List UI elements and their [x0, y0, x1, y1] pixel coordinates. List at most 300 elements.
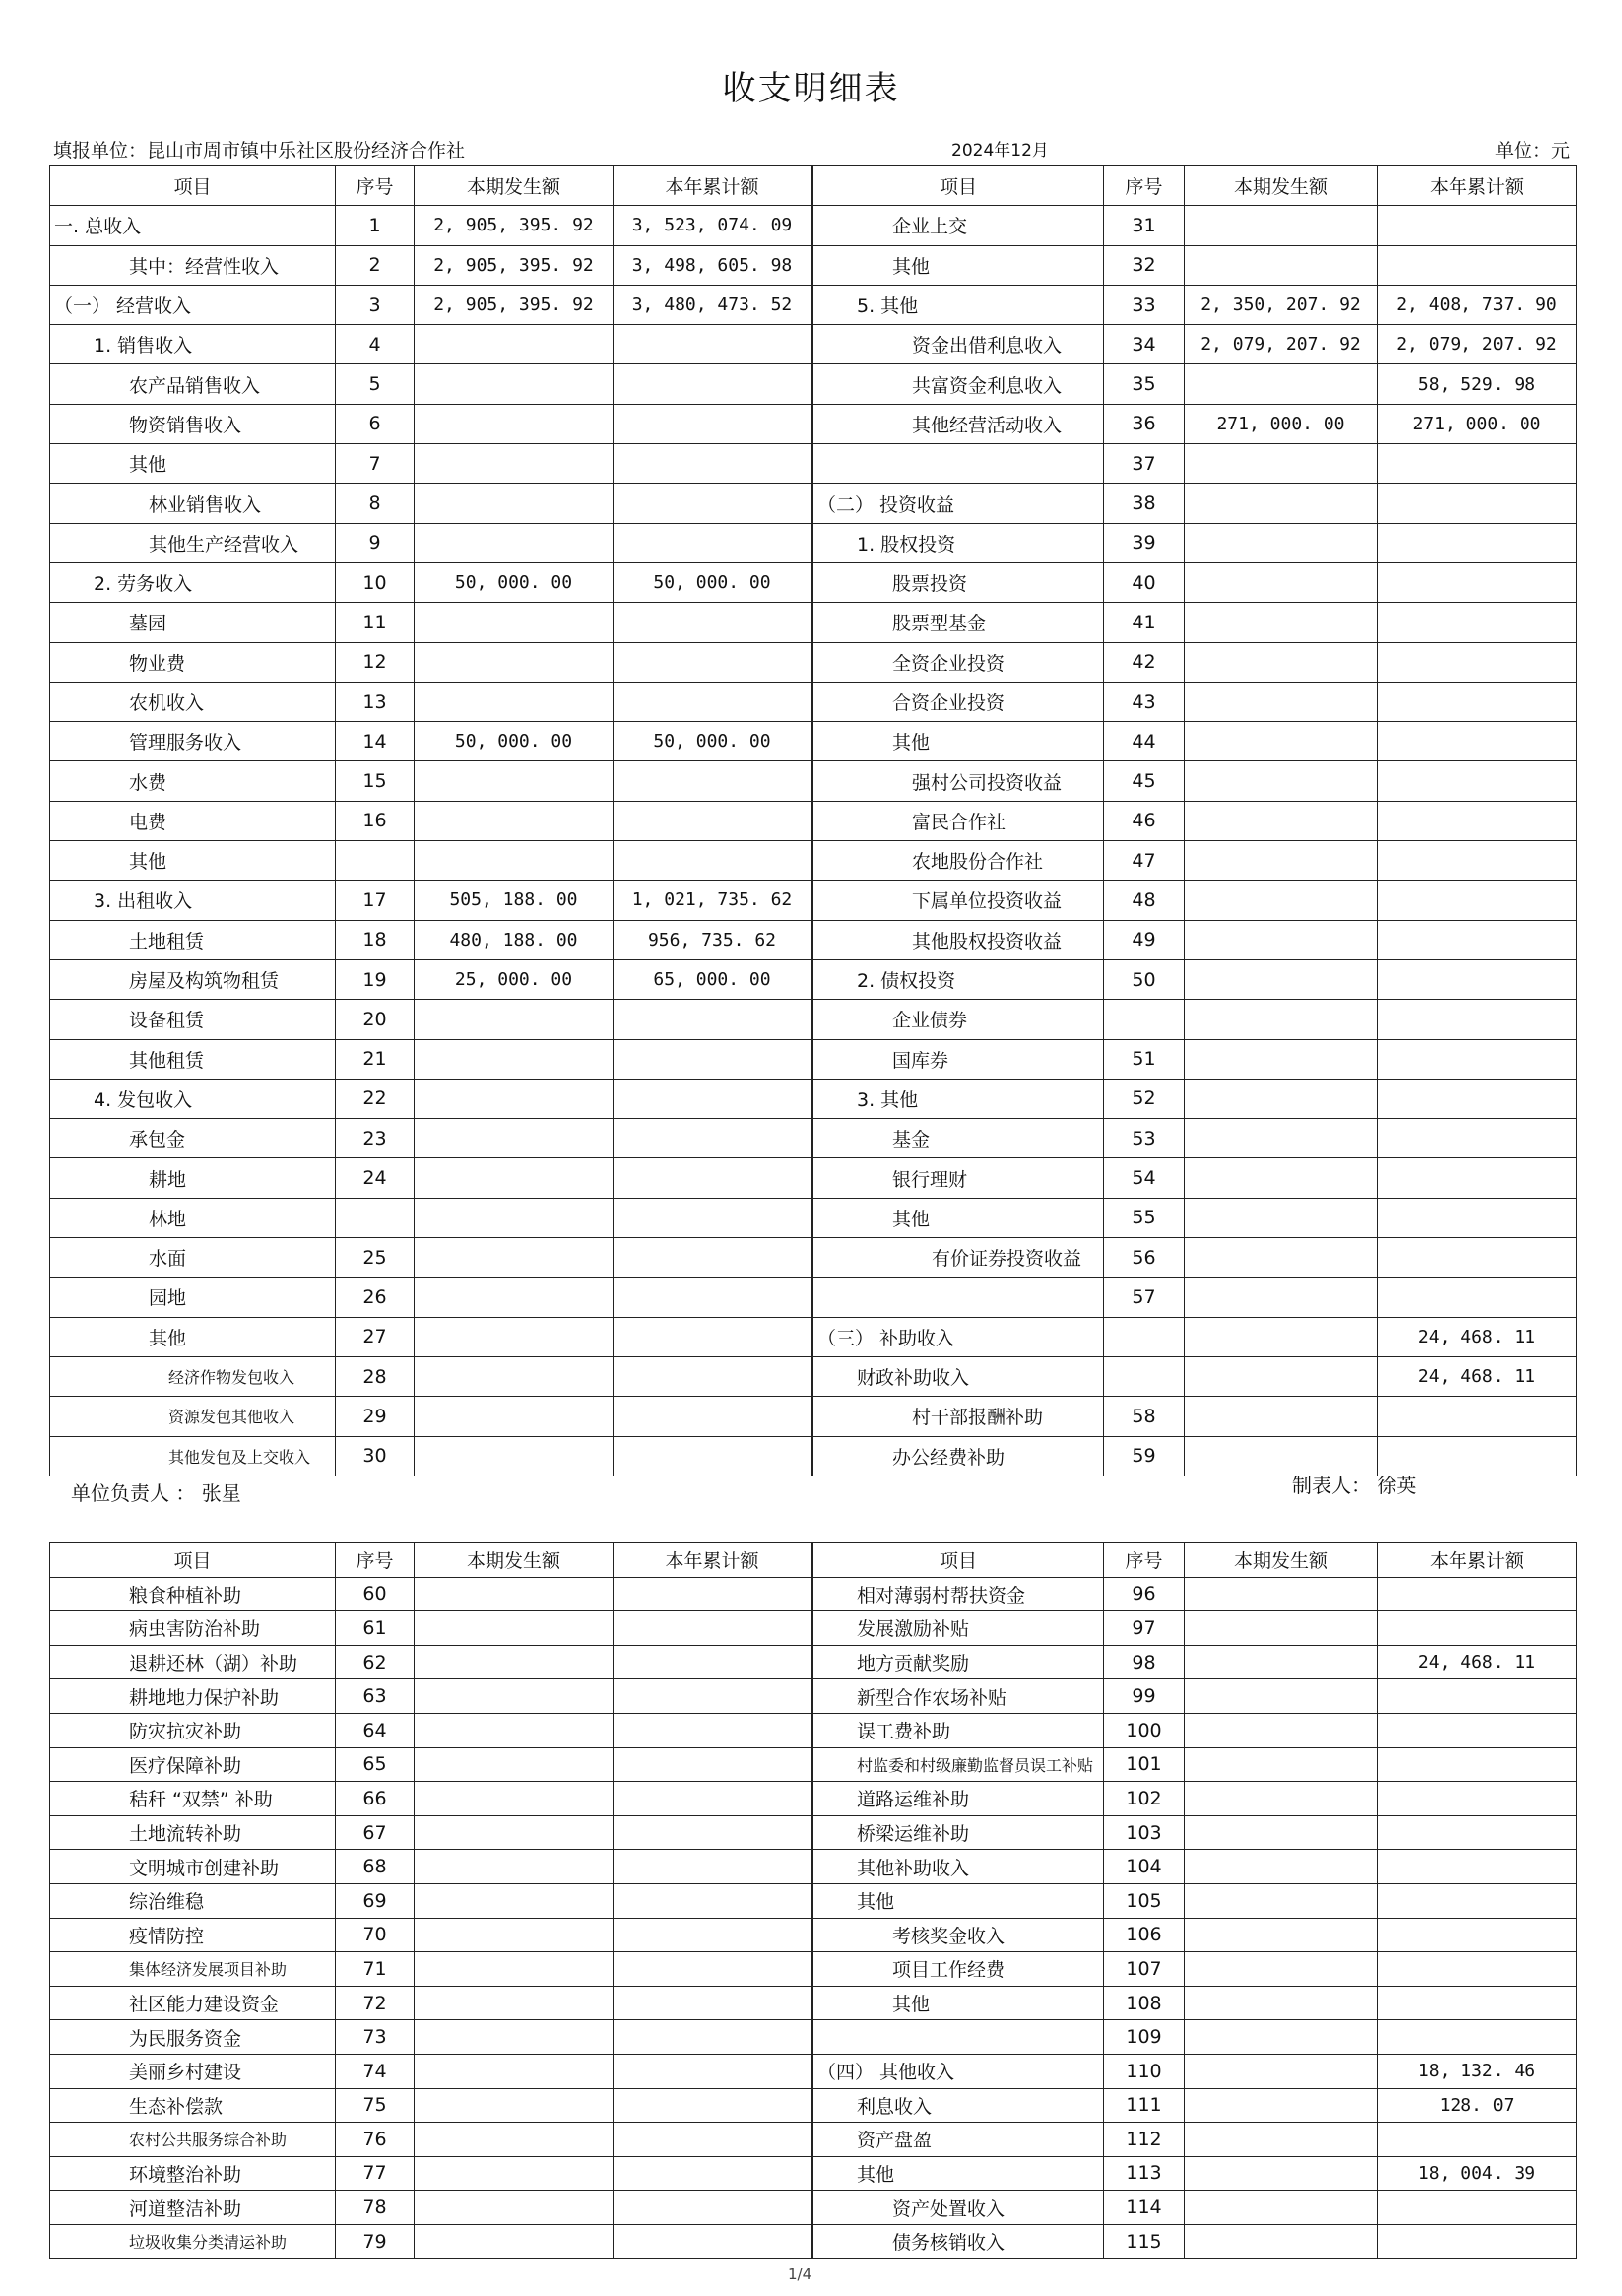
- seq-cell: 74: [336, 2054, 415, 2088]
- item-cell: （一） 经营收入: [50, 285, 336, 324]
- current-amount-cell: [1185, 1278, 1378, 1317]
- item-cell: 资源发包其他收入: [50, 1397, 336, 1436]
- column-header: 本期发生额: [1185, 1543, 1378, 1578]
- seq-cell: 46: [1104, 801, 1185, 840]
- item-cell: 其他租赁: [50, 1039, 336, 1079]
- item-cell: 股票型基金: [812, 603, 1104, 642]
- current-amount-cell: [1185, 206, 1378, 245]
- item-cell: （三） 补助收入: [812, 1317, 1104, 1356]
- current-amount-cell: 25, 000. 00: [415, 959, 614, 999]
- ytd-amount-cell: [1378, 2123, 1577, 2157]
- item-cell: 道路运维补助: [812, 1782, 1104, 1816]
- current-amount-cell: 50, 000. 00: [415, 562, 614, 602]
- item-cell: 办公经费补助: [812, 1436, 1104, 1476]
- item-cell: 其他: [812, 722, 1104, 761]
- item-cell: 电费: [50, 801, 336, 840]
- current-amount-cell: [1185, 801, 1378, 840]
- table-row: [50, 2123, 1577, 2157]
- current-amount-cell: [1185, 2054, 1378, 2088]
- item-cell: 基金: [812, 1119, 1104, 1158]
- current-amount-cell: [1185, 523, 1378, 562]
- current-amount-cell: [1185, 1039, 1378, 1079]
- seq-cell: 10: [336, 562, 415, 602]
- ytd-amount-cell: [1378, 1611, 1577, 1646]
- seq-cell: 50: [1104, 959, 1185, 999]
- ytd-amount-cell: [614, 1198, 812, 1237]
- ytd-amount-cell: [1378, 881, 1577, 920]
- ytd-amount-cell: [614, 325, 812, 364]
- item-cell: 桥梁运维补助: [812, 1815, 1104, 1850]
- table-row: [50, 722, 1577, 761]
- ytd-amount-cell: [614, 1039, 812, 1079]
- seq-cell: 14: [336, 722, 415, 761]
- ytd-amount-cell: 18, 004. 39: [1378, 2156, 1577, 2191]
- ytd-amount-cell: [1378, 1238, 1577, 1278]
- current-amount-cell: [415, 1000, 614, 1039]
- seq-cell: 45: [1104, 761, 1185, 801]
- current-amount-cell: [1185, 1238, 1378, 1278]
- seq-cell: [336, 1198, 415, 1237]
- table-row: [50, 1198, 1577, 1237]
- item-cell: 承包金: [50, 1119, 336, 1158]
- item-cell: 其他发包及上交收入: [50, 1436, 336, 1476]
- current-amount-cell: [415, 841, 614, 881]
- ytd-amount-cell: [614, 1119, 812, 1158]
- seq-cell: 7: [336, 444, 415, 484]
- item-cell: 1. 销售收入: [50, 325, 336, 364]
- ytd-amount-cell: 3, 498, 605. 98: [614, 245, 812, 285]
- seq-cell: 54: [1104, 1158, 1185, 1198]
- column-header: 本年累计额: [614, 166, 812, 206]
- ytd-amount-cell: [1378, 1158, 1577, 1198]
- seq-cell: 55: [1104, 1198, 1185, 1237]
- item-cell: 资产处置收入: [812, 2191, 1104, 2225]
- current-amount-cell: [1185, 364, 1378, 404]
- seq-cell: 25: [336, 1238, 415, 1278]
- current-amount-cell: [1185, 1158, 1378, 1198]
- item-cell: 相对薄弱村帮扶资金: [812, 1577, 1104, 1611]
- seq-cell: 72: [336, 1986, 415, 2020]
- current-amount-cell: [415, 364, 614, 404]
- seq-cell: 97: [1104, 1611, 1185, 1646]
- seq-cell: 16: [336, 801, 415, 840]
- ytd-amount-cell: [1378, 920, 1577, 959]
- ytd-amount-cell: 2, 079, 207. 92: [1378, 325, 1577, 364]
- item-cell: 4. 发包收入: [50, 1079, 336, 1118]
- item-cell: 耕地地力保护补助: [50, 1679, 336, 1714]
- current-amount-cell: [1185, 1317, 1378, 1356]
- ytd-amount-cell: [1378, 245, 1577, 285]
- ytd-amount-cell: [614, 1577, 812, 1611]
- ytd-amount-cell: [614, 2123, 812, 2157]
- table-row: [50, 1952, 1577, 1987]
- current-amount-cell: 2, 905, 395. 92: [415, 285, 614, 324]
- item-cell: 病虫害防治补助: [50, 1611, 336, 1646]
- ytd-amount-cell: 3, 523, 074. 09: [614, 206, 812, 245]
- item-cell: 利息收入: [812, 2088, 1104, 2123]
- table-row: [50, 2020, 1577, 2055]
- table-row: [50, 841, 1577, 881]
- current-amount-cell: [415, 2088, 614, 2123]
- current-amount-cell: [1185, 1397, 1378, 1436]
- ytd-amount-cell: [614, 1317, 812, 1356]
- table-row: [50, 1986, 1577, 2020]
- current-amount-cell: [1185, 722, 1378, 761]
- item-cell: 设备租赁: [50, 1000, 336, 1039]
- table-row: [50, 1918, 1577, 1952]
- table-row: [50, 920, 1577, 959]
- ytd-amount-cell: [1378, 1397, 1577, 1436]
- ytd-amount-cell: 2, 408, 737. 90: [1378, 285, 1577, 324]
- report-title: 收支明细表: [722, 69, 900, 108]
- ytd-amount-cell: 58, 529. 98: [1378, 364, 1577, 404]
- seq-cell: 18: [336, 920, 415, 959]
- item-cell: 农地股份合作社: [812, 841, 1104, 881]
- seq-cell: 56: [1104, 1238, 1185, 1278]
- current-amount-cell: 2, 905, 395. 92: [415, 206, 614, 245]
- seq-cell: 51: [1104, 1039, 1185, 1079]
- ytd-amount-cell: [614, 1278, 812, 1317]
- seq-cell: 98: [1104, 1645, 1185, 1679]
- ytd-amount-cell: [614, 1782, 812, 1816]
- ytd-amount-cell: [614, 2224, 812, 2259]
- item-cell: 美丽乡村建设: [50, 2054, 336, 2088]
- ytd-amount-cell: [1378, 1039, 1577, 1079]
- item-cell: 经济作物发包收入: [50, 1356, 336, 1396]
- current-amount-cell: [1185, 245, 1378, 285]
- item-cell: 秸秆 “双禁” 补助: [50, 1782, 336, 1816]
- table-row: [50, 1079, 1577, 1118]
- item-cell: 村干部报酬补助: [812, 1397, 1104, 1436]
- table-row: [50, 1850, 1577, 1884]
- seq-cell: 4: [336, 325, 415, 364]
- item-cell: 资产盘盈: [812, 2123, 1104, 2157]
- item-cell: [812, 444, 1104, 484]
- ytd-amount-cell: [614, 2156, 812, 2191]
- current-amount-cell: [1185, 1079, 1378, 1118]
- table-row: [50, 1000, 1577, 1039]
- current-amount-cell: [415, 2156, 614, 2191]
- current-amount-cell: [415, 1238, 614, 1278]
- item-cell: 2. 债权投资: [812, 959, 1104, 999]
- ytd-amount-cell: [1378, 1000, 1577, 1039]
- seq-cell: 70: [336, 1918, 415, 1952]
- ytd-amount-cell: [1378, 1713, 1577, 1747]
- seq-cell: 3: [336, 285, 415, 324]
- item-cell: 考核奖金收入: [812, 1918, 1104, 1952]
- current-amount-cell: [415, 1815, 614, 1850]
- current-amount-cell: [1185, 1782, 1378, 1816]
- current-amount-cell: [1185, 682, 1378, 721]
- current-amount-cell: [415, 1918, 614, 1952]
- item-cell: 管理服务收入: [50, 722, 336, 761]
- seq-cell: 27: [336, 1317, 415, 1356]
- current-amount-cell: [415, 523, 614, 562]
- current-amount-cell: [1185, 2156, 1378, 2191]
- ytd-amount-cell: [614, 1079, 812, 1118]
- column-header: 本期发生额: [415, 1543, 614, 1578]
- seq-cell: 106: [1104, 1918, 1185, 1952]
- item-cell: 垃圾收集分类清运补助: [50, 2224, 336, 2259]
- item-cell: 3. 其他: [812, 1079, 1104, 1118]
- ytd-amount-cell: [614, 1850, 812, 1884]
- ytd-amount-cell: 1, 021, 735. 62: [614, 881, 812, 920]
- seq-cell: [1104, 1356, 1185, 1396]
- current-amount-cell: [415, 761, 614, 801]
- ytd-amount-cell: [614, 1000, 812, 1039]
- seq-cell: 5: [336, 364, 415, 404]
- current-amount-cell: [415, 1986, 614, 2020]
- item-cell: 物业费: [50, 642, 336, 682]
- ytd-amount-cell: [614, 2054, 812, 2088]
- current-amount-cell: [1185, 484, 1378, 523]
- seq-cell: 111: [1104, 2088, 1185, 2123]
- ytd-amount-cell: 65, 000. 00: [614, 959, 812, 999]
- item-cell: 下属单位投资收益: [812, 881, 1104, 920]
- seq-cell: 43: [1104, 682, 1185, 721]
- ytd-amount-cell: [1378, 682, 1577, 721]
- ytd-amount-cell: [1378, 722, 1577, 761]
- table-row: [50, 2054, 1577, 2088]
- item-cell: 合资企业投资: [812, 682, 1104, 721]
- ytd-amount-cell: [614, 444, 812, 484]
- current-amount-cell: 50, 000. 00: [415, 722, 614, 761]
- seq-cell: 20: [336, 1000, 415, 1039]
- ytd-amount-cell: [1378, 2020, 1577, 2055]
- current-amount-cell: 2, 905, 395. 92: [415, 245, 614, 285]
- item-cell: 3. 出租收入: [50, 881, 336, 920]
- current-amount-cell: [415, 1397, 614, 1436]
- table-row: [50, 1782, 1577, 1816]
- seq-cell: 66: [336, 1782, 415, 1816]
- seq-cell: 22: [336, 1079, 415, 1118]
- seq-cell: 17: [336, 881, 415, 920]
- seq-cell: 79: [336, 2224, 415, 2259]
- ytd-amount-cell: [614, 2191, 812, 2225]
- ytd-amount-cell: [1378, 1782, 1577, 1816]
- ytd-amount-cell: [614, 2088, 812, 2123]
- current-amount-cell: [415, 1158, 614, 1198]
- item-cell: 误工费补助: [812, 1713, 1104, 1747]
- current-amount-cell: [1185, 2088, 1378, 2123]
- seq-cell: 78: [336, 2191, 415, 2225]
- item-cell: 发展激励补贴: [812, 1611, 1104, 1646]
- ytd-amount-cell: [1378, 761, 1577, 801]
- table-row: [50, 2224, 1577, 2259]
- ytd-amount-cell: [614, 1356, 812, 1396]
- ytd-amount-cell: [1378, 562, 1577, 602]
- current-amount-cell: [415, 1278, 614, 1317]
- current-amount-cell: 2, 079, 207. 92: [1185, 325, 1378, 364]
- ytd-amount-cell: 3, 480, 473. 52: [614, 285, 812, 324]
- ytd-amount-cell: [614, 523, 812, 562]
- current-amount-cell: [415, 642, 614, 682]
- table-row: [50, 959, 1577, 999]
- item-cell: 其他补助收入: [812, 1850, 1104, 1884]
- item-cell: 文明城市创建补助: [50, 1850, 336, 1884]
- seq-cell: 40: [1104, 562, 1185, 602]
- item-cell: 国库券: [812, 1039, 1104, 1079]
- seq-cell: 36: [1104, 404, 1185, 443]
- table-row: [50, 1815, 1577, 1850]
- ytd-amount-cell: [1378, 1198, 1577, 1237]
- table-row: [50, 206, 1577, 245]
- seq-cell: 69: [336, 1883, 415, 1918]
- seq-cell: 68: [336, 1850, 415, 1884]
- current-amount-cell: [1185, 1986, 1378, 2020]
- item-cell: 其他股权投资收益: [812, 920, 1104, 959]
- ytd-amount-cell: [1378, 1986, 1577, 2020]
- seq-cell: 115: [1104, 2224, 1185, 2259]
- current-amount-cell: [1185, 1918, 1378, 1952]
- ytd-amount-cell: [1378, 1079, 1577, 1118]
- table-row: [50, 1397, 1577, 1436]
- ytd-amount-cell: 128. 07: [1378, 2088, 1577, 2123]
- seq-cell: 35: [1104, 364, 1185, 404]
- seq-cell: 75: [336, 2088, 415, 2123]
- table-row: [50, 1611, 1577, 1646]
- item-cell: 环境整治补助: [50, 2156, 336, 2191]
- current-amount-cell: [1185, 1356, 1378, 1396]
- seq-cell: 102: [1104, 1782, 1185, 1816]
- table-row: [50, 603, 1577, 642]
- ytd-amount-cell: [1378, 1850, 1577, 1884]
- item-cell: 银行理财: [812, 1158, 1104, 1198]
- seq-cell: 2: [336, 245, 415, 285]
- current-amount-cell: [1185, 1713, 1378, 1747]
- ytd-amount-cell: 18, 132. 46: [1378, 2054, 1577, 2088]
- current-amount-cell: [415, 1850, 614, 1884]
- column-header: 项目: [50, 166, 336, 206]
- column-header: 序号: [1104, 1543, 1185, 1578]
- seq-cell: 107: [1104, 1952, 1185, 1987]
- current-amount-cell: [1185, 1815, 1378, 1850]
- header-row: [50, 166, 1577, 206]
- table-row: [50, 2088, 1577, 2123]
- item-cell: 耕地: [50, 1158, 336, 1198]
- current-amount-cell: [1185, 444, 1378, 484]
- item-cell: 社区能力建设资金: [50, 1986, 336, 2020]
- report-date: 2024年12月: [951, 141, 1049, 161]
- current-amount-cell: [415, 603, 614, 642]
- seq-cell: 73: [336, 2020, 415, 2055]
- item-cell: 墓园: [50, 603, 336, 642]
- seq-cell: 13: [336, 682, 415, 721]
- ytd-amount-cell: 24, 468. 11: [1378, 1356, 1577, 1396]
- seq-cell: 26: [336, 1278, 415, 1317]
- item-cell: 共富资金利息收入: [812, 364, 1104, 404]
- item-cell: 其他: [812, 1883, 1104, 1918]
- column-header: 序号: [336, 166, 415, 206]
- current-amount-cell: [415, 1436, 614, 1476]
- item-cell: 2. 劳务收入: [50, 562, 336, 602]
- ytd-amount-cell: [614, 1436, 812, 1476]
- table-row: [50, 364, 1577, 404]
- current-amount-cell: [415, 1317, 614, 1356]
- item-cell: 集体经济发展项目补助: [50, 1952, 336, 1987]
- current-amount-cell: [415, 484, 614, 523]
- table-row: [50, 1119, 1577, 1158]
- seq-cell: 104: [1104, 1850, 1185, 1884]
- item-cell: 项目工作经费: [812, 1952, 1104, 1987]
- seq-cell: 29: [336, 1397, 415, 1436]
- item-cell: 其他: [50, 841, 336, 881]
- column-header: 项目: [50, 1543, 336, 1578]
- item-cell: 股票投资: [812, 562, 1104, 602]
- seq-cell: 58: [1104, 1397, 1185, 1436]
- seq-cell: 38: [1104, 484, 1185, 523]
- item-cell: 村监委和村级廉勤监督员误工补贴: [812, 1747, 1104, 1782]
- table-row: [50, 2191, 1577, 2225]
- table-row: [50, 881, 1577, 920]
- preparer-signature: 制表人： 徐英: [1292, 1474, 1417, 1497]
- ytd-amount-cell: [1378, 1679, 1577, 1714]
- table-row: [50, 642, 1577, 682]
- ytd-amount-cell: 271, 000. 00: [1378, 404, 1577, 443]
- item-cell: 农机收入: [50, 682, 336, 721]
- seq-cell: 108: [1104, 1986, 1185, 2020]
- table-row: [50, 1713, 1577, 1747]
- column-header: 项目: [812, 166, 1104, 206]
- current-amount-cell: [415, 404, 614, 443]
- current-amount-cell: [1185, 2191, 1378, 2225]
- seq-cell: 33: [1104, 285, 1185, 324]
- table-row: [50, 245, 1577, 285]
- seq-cell: 32: [1104, 245, 1185, 285]
- item-cell: 医疗保障补助: [50, 1747, 336, 1782]
- item-cell: 新型合作农场补贴: [812, 1679, 1104, 1714]
- header-row: [50, 1543, 1577, 1578]
- ytd-amount-cell: [614, 1238, 812, 1278]
- current-amount-cell: [415, 1198, 614, 1237]
- ytd-amount-cell: [614, 364, 812, 404]
- ytd-amount-cell: 956, 735. 62: [614, 920, 812, 959]
- current-amount-cell: [1185, 761, 1378, 801]
- item-cell: 全资企业投资: [812, 642, 1104, 682]
- ytd-amount-cell: [614, 404, 812, 443]
- seq-cell: 41: [1104, 603, 1185, 642]
- item-cell: 综治维稳: [50, 1883, 336, 1918]
- seq-cell: 11: [336, 603, 415, 642]
- seq-cell: 60: [336, 1577, 415, 1611]
- seq-cell: [336, 841, 415, 881]
- current-amount-cell: [1185, 1198, 1378, 1237]
- item-cell: 1. 股权投资: [812, 523, 1104, 562]
- item-cell: 退耕还林（湖）补助: [50, 1645, 336, 1679]
- item-cell: 其他: [812, 2156, 1104, 2191]
- item-cell: 企业债券: [812, 1000, 1104, 1039]
- item-cell: 其他: [50, 444, 336, 484]
- seq-cell: [1104, 1317, 1185, 1356]
- current-amount-cell: [1185, 1747, 1378, 1782]
- page-number: 1/4: [788, 2265, 812, 2283]
- seq-cell: 1: [336, 206, 415, 245]
- ytd-amount-cell: [1378, 1883, 1577, 1918]
- current-amount-cell: 271, 000. 00: [1185, 404, 1378, 443]
- ytd-amount-cell: [614, 1918, 812, 1952]
- current-amount-cell: [415, 1079, 614, 1118]
- current-amount-cell: [1185, 1645, 1378, 1679]
- current-amount-cell: [415, 1119, 614, 1158]
- column-header: 序号: [1104, 166, 1185, 206]
- seq-cell: 61: [336, 1611, 415, 1646]
- ytd-amount-cell: [1378, 523, 1577, 562]
- item-cell: 其他: [812, 1198, 1104, 1237]
- ytd-amount-cell: [614, 841, 812, 881]
- seq-cell: 103: [1104, 1815, 1185, 1850]
- ytd-amount-cell: [1378, 801, 1577, 840]
- column-header: 本年累计额: [1378, 1543, 1577, 1578]
